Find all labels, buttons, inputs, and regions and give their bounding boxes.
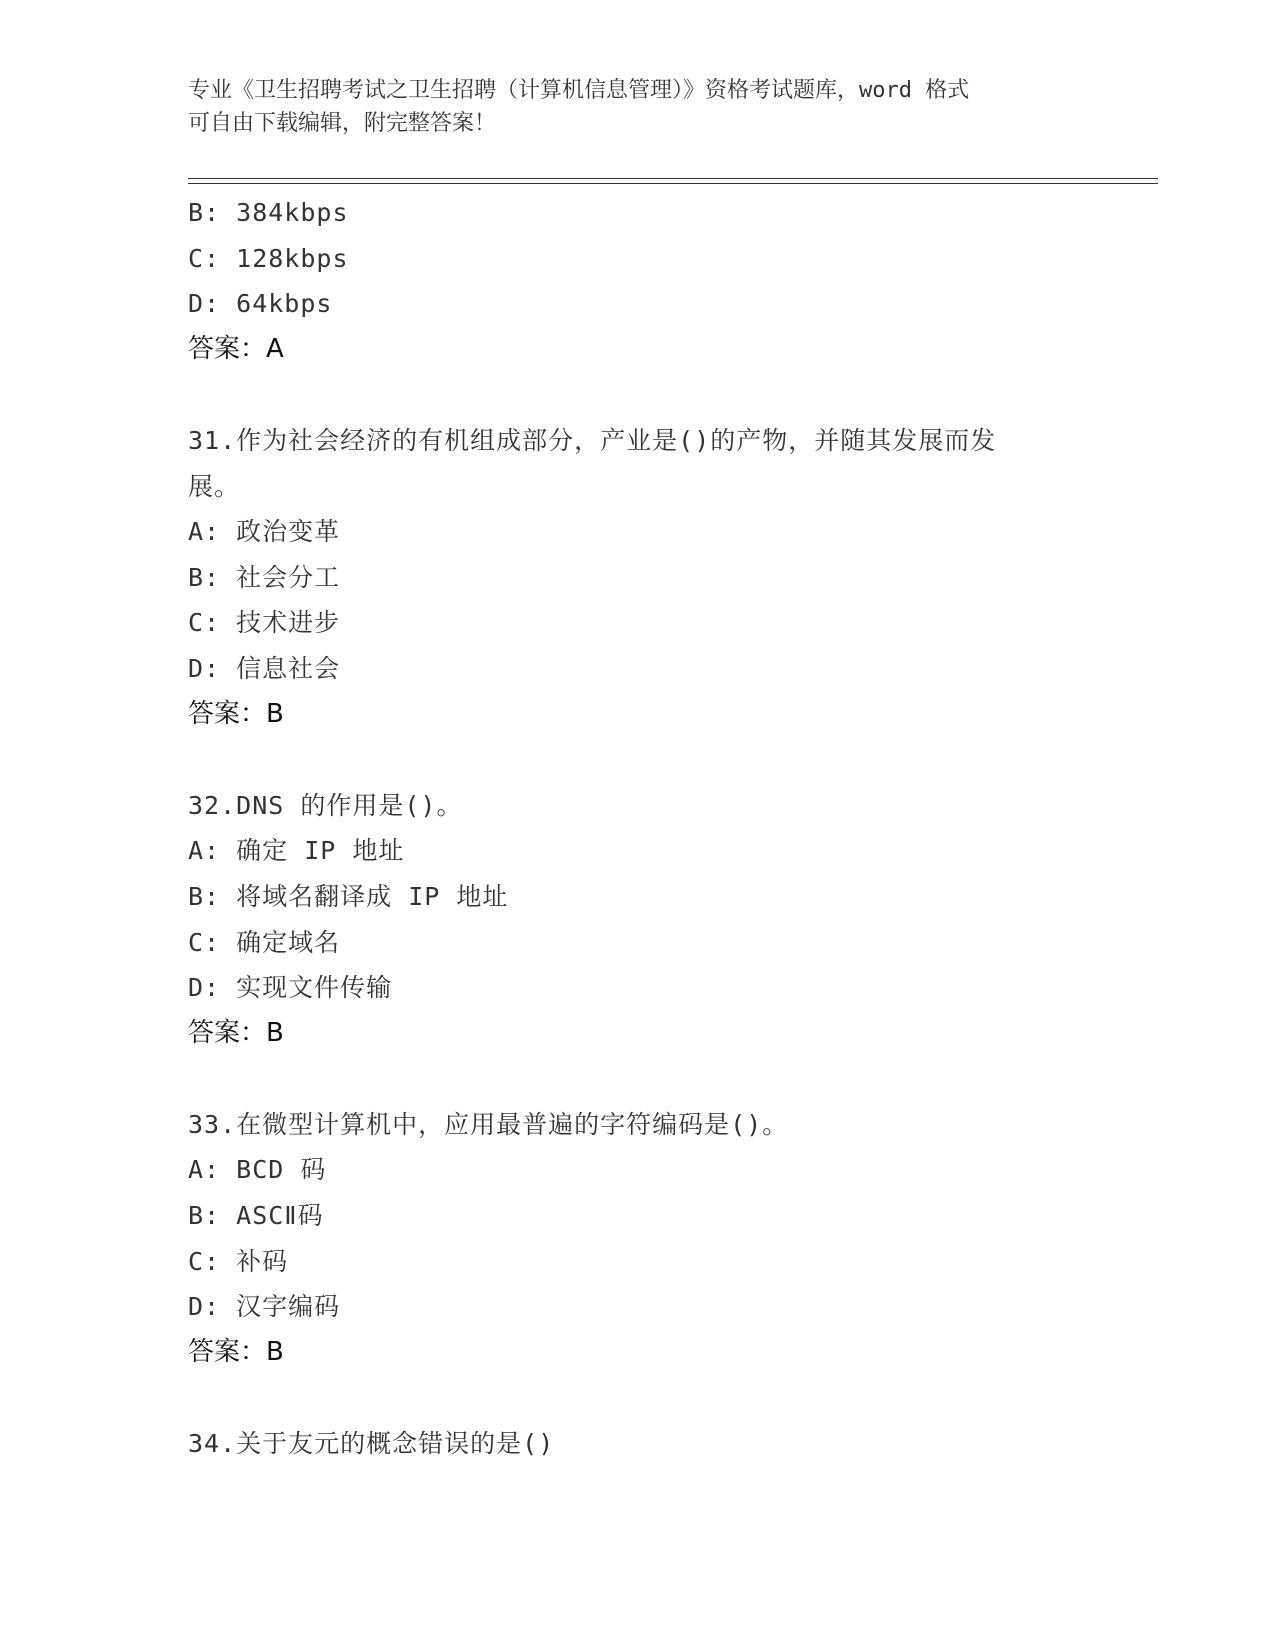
option-d: D: 汉字编码 <box>188 1292 341 1322</box>
spacer <box>188 372 1088 418</box>
previous-question-block <box>188 190 1088 372</box>
spacer <box>188 1056 1088 1102</box>
header-line-1: 专业《卫生招聘考试之卫生招聘（计算机信息管理）》资格考试题库，word 格式 <box>188 78 970 103</box>
option-a: A: 政治变革 <box>188 517 341 547</box>
option-c: C: 128kbps <box>188 243 349 273</box>
option-b: B: 社会分工 <box>188 562 341 592</box>
question-text: 32.DNS 的作用是()。 <box>188 790 463 820</box>
option-a: A: BCD 码 <box>188 1155 327 1185</box>
question-text: 33.在微型计算机中，应用最普遍的字符编码是()。 <box>188 1109 789 1139</box>
question-33 <box>188 1102 1088 1376</box>
header-double-rule <box>188 178 1158 184</box>
question-32 <box>188 783 1088 1057</box>
document-header <box>188 74 1088 140</box>
spacer <box>188 737 1088 783</box>
question-31 <box>188 418 1088 737</box>
answer-label: 答案：B <box>188 1336 284 1367</box>
option-b: B: ASCⅡ码 <box>188 1201 324 1231</box>
spacer <box>188 1375 1088 1421</box>
question-text: 34.关于友元的概念错误的是() <box>188 1429 555 1459</box>
option-a: A: 确定 IP 地址 <box>188 836 405 866</box>
answer-label: 答案：B <box>188 698 284 729</box>
option-b: B: 将域名翻译成 IP 地址 <box>188 881 509 911</box>
question-text-line-2: 展。 <box>188 471 241 501</box>
option-c: C: 补码 <box>188 1246 289 1276</box>
question-text-line-1: 31.作为社会经济的有机组成部分，产业是()的产物，并随其发展而发 <box>188 425 997 455</box>
answer-label: 答案：B <box>188 1017 284 1048</box>
option-c: C: 技术进步 <box>188 608 341 638</box>
answer-label: 答案：A <box>188 333 284 364</box>
option-d: D: 信息社会 <box>188 653 341 683</box>
option-d: D: 实现文件传输 <box>188 973 393 1003</box>
question-content <box>188 190 1088 1467</box>
option-b: B: 384kbps <box>188 198 349 227</box>
option-d: D: 64kbps <box>188 289 333 319</box>
question-34 <box>188 1421 1088 1467</box>
header-line-2: 可自由下载编辑，附完整答案！ <box>188 111 497 136</box>
option-c: C: 确定域名 <box>188 927 341 957</box>
